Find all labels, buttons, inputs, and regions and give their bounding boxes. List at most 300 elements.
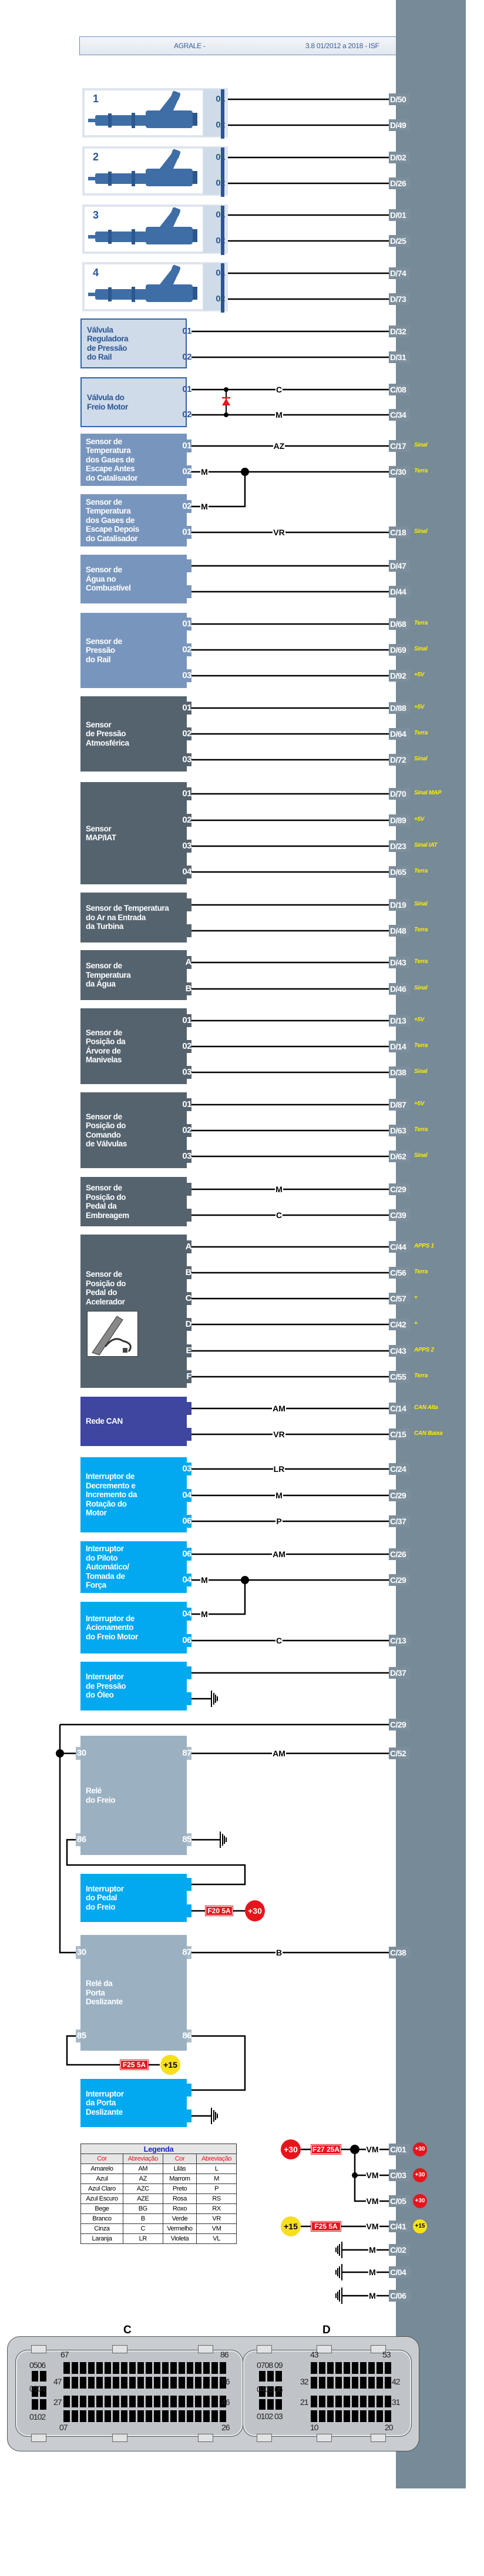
pin-label: 02 [182,410,191,420]
connector-pin [137,2362,144,2374]
legend-row [81,2214,237,2224]
pin-function-label: +5V [414,1101,425,1107]
ground-icon [220,1832,226,1848]
wire-color-label [361,2245,384,2255]
ecu-pin-C-08: C/08 [389,384,410,395]
injector-icon [85,149,203,193]
connector-d-pin-number: 20 [385,2423,393,2432]
connector-pin [121,2362,127,2374]
component-interruptor-de-decremento-e-incremento-da-rotação-do-motor [80,1457,187,1532]
wire-color-text: M [201,467,208,477]
connector-pin [311,2396,317,2407]
legend-cell: Cinza [81,2224,123,2234]
ecu-pin-C-26: C/26 [389,1548,410,1560]
ecu-supply-tag: +15 [413,2219,427,2233]
pin-tab [187,1878,191,1891]
injector-1 [82,88,228,137]
ecu-pin-D-73: D/73 [389,293,410,305]
pin-tab [187,559,191,572]
legend-header: Cor [81,2154,123,2164]
component-title: Relé da Porta Deslizante [86,1979,123,2007]
pin-label: 02 [216,120,225,130]
connector-c-pin-number: 0102 [29,2412,46,2421]
connector-clip [112,2345,127,2353]
connector-pin [319,2396,325,2407]
legend-cell: Rosa [163,2194,197,2204]
connector-pin [377,2362,383,2374]
legend-header: Abreviação [123,2154,163,2164]
connector-pin [88,2377,95,2389]
pin-function-label: Sinal [414,442,428,448]
connector-pin [203,2377,210,2389]
connector-pin [129,2396,136,2407]
legend-cell: Azul [81,2174,123,2184]
wire-color-label [267,1491,291,1500]
connector-pin [368,2377,375,2389]
ecu-pin-C-56: C/56 [389,1267,410,1279]
component-sensor-de-posição-do-pedal-da-embreagem [80,1177,187,1226]
pin-function-label: +5V [414,672,425,678]
pin-label: 03 [182,1464,191,1474]
ecu-pin-D-62: D/62 [389,1151,410,1162]
pin-label: 06 [182,1516,191,1526]
connector-pin [368,2410,375,2422]
component-title: Sensor de Temperatura do Ar na Entrada da Turbina [86,904,169,931]
pin-label: D [185,1319,191,1329]
pin-label: 01 [182,619,191,629]
connector-pin [377,2377,383,2389]
component-title: Interruptor de Pressão do Óleo [86,1672,126,1700]
connector-c-pin-number: 27 [53,2397,62,2407]
pin-label: 04 [182,1575,191,1585]
connector-pin [319,2410,325,2422]
pin-label: 02 [182,352,191,362]
accelerator-pedal-icon [88,1312,137,1356]
legend-cell: B [123,2214,163,2224]
connector-pin [275,2399,282,2410]
legend-header: Cor [163,2154,197,2164]
wire-color-label [193,467,216,477]
ecu-pin-C-17: C/17 [389,440,410,452]
connector-c-pin-number: 86 [220,2350,228,2359]
connector-d-pin-number: 0102 03 [257,2411,283,2421]
connector-pin [72,2377,78,2389]
connector-pin [352,2396,358,2407]
pin-function-label: Sinal [414,1068,428,1075]
pin-function-label: Sinal [414,756,428,762]
connector-pin [187,2377,193,2389]
injector-number: 2 [93,151,99,163]
wire-color-text: M [369,2245,376,2255]
pin-function-label: Terra [414,1269,428,1275]
legend-row [81,2204,237,2214]
connector-pin [352,2362,358,2374]
connector-pin [170,2377,177,2389]
connector-pin [327,2410,334,2422]
pin-tab [187,1666,191,1679]
connector-pin [154,2362,160,2374]
connector-pin [344,2362,350,2374]
pin-label: 01 [182,527,191,537]
legend-cell: M [197,2174,237,2184]
pin-label: B [185,984,191,994]
legend-cell: L [197,2164,237,2174]
connector-pin [187,2396,193,2407]
supply-plus15: +15 [281,2216,301,2236]
legend-cell: Lilás [163,2164,197,2174]
wire-color-label [267,385,291,394]
connector-pin [105,2377,111,2389]
pin-label: F [186,1371,191,1381]
connector-pin [195,2396,201,2407]
connector-pin [154,2410,160,2422]
connector-pin [385,2362,391,2374]
connector-pin [385,2396,391,2407]
connector-c-pin-number: 07 [59,2423,68,2432]
legend-cell: Roxo [163,2204,197,2214]
wire-color-label [267,1636,291,1645]
fuse-f20: F20 5A [206,1906,233,1916]
wire-color-label [267,1749,291,1758]
component-title: Sensor de Temperatura dos Gases de Escape Antes do Catalisador [86,437,138,482]
junction-dot [352,2172,358,2178]
connector-c-pin-number: 67 [60,2350,69,2359]
component-title: Sensor de Posição do Pedal da Embreagem [86,1183,129,1220]
pin-label: 02 [182,815,191,825]
connector-pin [80,2410,86,2422]
injector-icon [85,207,203,251]
pin-label: 02 [182,729,191,739]
pin-label: 02 [216,294,225,304]
connector-d-pin-number: 31 [392,2397,400,2407]
connector-pin [96,2362,103,2374]
component-title: Válvula Reguladora de Pressão do Rail [87,325,129,361]
ecu-pin-D-32: D/32 [389,326,410,337]
ecu-pin-D-87: D/87 [389,1099,410,1111]
connector-pin [137,2410,144,2422]
connector-pin [72,2410,78,2422]
connector-pin [368,2396,375,2407]
connector-pin [96,2396,103,2407]
connector-pin [327,2362,334,2374]
connector-pin [360,2362,367,2374]
pin-label: 04 [182,867,191,877]
component-sensor-de-água-no-combustível [80,555,187,603]
connector-pin [113,2396,119,2407]
pin-label: 30 [77,1748,86,1758]
wire-color-label [361,2171,384,2180]
ground-icon [336,2242,342,2258]
component-title: Sensor de Posição do Comando de Válvulas [86,1112,127,1148]
connector-pin [344,2396,350,2407]
legend-row [81,2164,237,2174]
pin-tab [187,1904,191,1917]
pin-function-label: Terra [414,730,428,736]
injector-icon [85,264,203,309]
component-title: Interruptor do Piloto Automático/ Tomada de Força [86,1544,129,1590]
supply-plus30: +30 [281,2139,301,2159]
ecu-pin-D-31: D/31 [389,351,410,363]
connector-d-pin-number: 53 [382,2350,391,2359]
connector-pin [170,2410,177,2422]
connector-pin [203,2396,210,2407]
pin-function-label: CAN Baixa [414,1430,443,1437]
wire-color-text: M [201,502,208,511]
ecu-pin-D-88: D/88 [389,702,410,714]
connector-pin [88,2410,95,2422]
injector-image [85,207,203,251]
component-title: Sensor de Temperatura dos Gases de Escape Depois do Catalisador [86,497,139,543]
component-title: Interruptor da Porta Deslizante [86,2089,124,2117]
connector-pin [162,2377,169,2389]
pin-function-label: Sinal [414,985,428,991]
ground-icon [211,1690,217,1707]
wire-color-label [361,2145,384,2154]
injector-image [85,149,203,193]
connector-pin [179,2362,185,2374]
legend-cell: VL [197,2234,237,2244]
wire-color-text: M [369,2291,376,2300]
connector-pin [319,2362,325,2374]
wire-color-text: M [275,1185,283,1194]
connector-pin [72,2362,78,2374]
ecu-pin-D-14: D/14 [389,1041,410,1052]
connector-pin [344,2410,350,2422]
connector-pin [63,2362,70,2374]
wire-color-text: B [275,1948,283,1957]
wire-color-text: LR [273,1464,285,1474]
component-interruptor-da-porta-deslizante [80,2079,187,2127]
wire-color-label [267,1404,291,1413]
ecu-pin-C-38: C/38 [389,1947,410,1958]
pin-label: 01 [216,268,225,278]
component-sensor-de-temperatura-da-água [80,950,187,1000]
connector-pin [179,2396,185,2407]
ecu-pin-C-03: C/03 [389,2169,410,2181]
connector-pin [187,2410,193,2422]
ecu-supply-tag: +30 [413,2142,427,2156]
ecu-pin-D-01: D/01 [389,209,410,221]
connector-clip [317,2434,332,2442]
legend-cell: Amarelo [81,2164,123,2174]
component-válvula-do-freio-motor [80,377,187,427]
pin-label: 06 [182,1635,191,1645]
injector-number: 4 [93,267,99,279]
pin-tab [187,2109,191,2122]
wire-color-label [267,1185,291,1194]
pin-function-label: + [414,1294,418,1301]
ecu-pin-C-41: C/41 [389,2221,410,2232]
component-válvula-reguladora-de-pressão-do-rail [80,318,187,368]
connector-pin [137,2396,144,2407]
component-sensor-de-posição-do-pedal-do-acelerador [80,1235,187,1388]
connector-pin [162,2362,169,2374]
legend-title-row [81,2144,237,2154]
wire-color-text: P [276,1517,282,1526]
wire-door-switch [191,2036,245,2090]
ecu-pin-D-63: D/63 [389,1125,410,1136]
injector-image [85,264,203,309]
ecu-pin-D-74: D/74 [389,267,410,279]
pin-label: 01 [182,326,191,336]
connector-d-pin-number: 10 [310,2423,318,2432]
connector-clip [198,2345,213,2353]
wire-color-text: VM [366,2171,379,2180]
ecu-pin-D-70: D/70 [389,788,410,800]
pin-function-label: Terra [414,468,428,474]
ecu-pin-C-13: C/13 [389,1635,410,1646]
connector-pin [72,2396,78,2407]
injector-4 [82,262,228,311]
connector-pin [368,2362,375,2374]
legend-cell: VM [197,2224,237,2234]
ecu-pin-D-72: D/72 [389,754,410,766]
component-sensor-de-temperatura-do-ar-na-entrada-da-turbina [80,893,187,942]
connector-pin [195,2377,201,2389]
connector-pin [335,2362,342,2374]
component-title: Sensor de Pressão do Rail [86,636,122,664]
ecu-pin-D-47: D/47 [389,560,410,572]
connector-pin [319,2377,325,2389]
wire-color-text: AM [273,1404,285,1413]
pin-function-label: Sinal IAT [414,842,438,848]
junction-dot [224,387,228,392]
wire-color-label [361,2268,384,2277]
pin-label: 02 [182,501,191,511]
connector-pin [335,2377,342,2389]
connector-pin [129,2377,136,2389]
pin-label: 86 [182,2031,191,2041]
wire-color-text: C [275,1210,283,1220]
ecu-pin-C-37: C/37 [389,1515,410,1527]
pin-label: 03 [182,670,191,680]
connector-d-pin-number: 42 [392,2377,400,2386]
legend-cell: LR [123,2234,163,2244]
connector-pin [146,2396,152,2407]
ecu-pin-D-68: D/68 [389,618,410,630]
wire-color-text: C [275,385,283,394]
ground-icon [211,2108,217,2124]
component-interruptor-de-pressão-do-óleo [80,1662,187,1710]
ecu-pin-C-14: C/14 [389,1403,410,1414]
pin-label: 01 [182,1099,191,1109]
ecu-pin-D-37: D/37 [389,1667,410,1679]
pin-function-label: Sinal [414,528,428,535]
connector-pin [137,2377,144,2389]
pin-function-label: Sinal [414,1152,428,1159]
wire-color-label [267,1464,291,1474]
legend-cell: AZC [123,2184,163,2194]
connector-pin [121,2396,127,2407]
wire-color-label [267,1430,291,1439]
legend-cell: C [123,2224,163,2234]
legend-row [81,2174,237,2184]
pin-function-label: Terra [414,620,428,626]
wire-color-label [267,1948,291,1957]
legend-header: Abreviação [197,2154,237,2164]
connector-pin [170,2396,177,2407]
component-title: Interruptor de Acionamento do Freio Motor [86,1614,138,1641]
connector-pin [267,2399,274,2410]
component-interruptor-do-piloto-automático-tomada-de-força [80,1541,187,1593]
pin-function-label: Terra [414,927,428,933]
ecu-pin-D-26: D/26 [389,177,410,189]
connector-pin [211,2362,218,2374]
fuse-f25: F25 5A [311,2222,341,2231]
ecu-pin-D-69: D/69 [389,644,410,656]
connector-pin [113,2410,119,2422]
connector-pin [220,2362,226,2374]
connector-pin [80,2362,86,2374]
connector-clip [198,2434,213,2442]
legend-cell: Preto [163,2184,197,2194]
connector-pin [146,2362,152,2374]
ground-icon [336,2287,342,2304]
connector-pin [187,2362,193,2374]
connector-pin [211,2396,218,2407]
connector-pin [220,2410,226,2422]
ecu-supply-tag: +30 [413,2168,427,2182]
injector-image [85,90,203,135]
pin-label: C [185,1293,191,1303]
ecu-pin-D-13: D/13 [389,1015,410,1027]
connector-d-pin-number: 0708 09 [257,2360,283,2370]
pin-label: 87 [182,1947,191,1957]
component-title: Interruptor do Pedal do Freio [86,1884,124,1911]
connector-pin [259,2399,265,2410]
ecu-connector-diagram [7,2336,419,2451]
ecu-pin-C-29: C/29 [389,1719,410,1730]
connector-pin [360,2410,367,2422]
wire-color-label [267,1210,291,1220]
connector-pin [385,2377,391,2389]
component-sensor-de-posição-do-comando-de-válvulas [80,1092,187,1168]
ecu-pin-D-64: D/64 [389,728,410,740]
legend-cell: Laranja [81,2234,123,2244]
wire-color-label [193,1609,216,1619]
pin-label: 06 [182,1549,191,1559]
wire-color-text: C [275,1636,283,1645]
ecu-pin-D-49: D/49 [389,119,410,131]
pin-label: 02 [182,1041,191,1051]
legend-cell: Verde [163,2214,197,2224]
connector-pin [311,2362,317,2374]
connector-pin [360,2377,367,2389]
pin-function-label: +5V [414,1017,425,1023]
ecu-pin-D-25: D/25 [389,235,410,247]
ecu-supply-tag: +30 [413,2194,427,2208]
supply-plus15: +15 [160,2055,180,2075]
connector-pin [40,2371,46,2382]
connector-c-pin-number: 0304 [29,2384,46,2393]
pin-function-label: Terra [414,1042,428,1049]
pin-label: E [186,1346,191,1356]
wire-color-label [361,2222,384,2231]
ecu-pin-D-43: D/43 [389,957,410,968]
component-sensor-de-posição-da-árvore-de-manivelas [80,1008,187,1084]
connector-c-pin-number: 47 [53,2377,62,2386]
component-sensor-de-pressão-atmosférica [80,696,187,772]
wire-color-label [361,2196,384,2206]
connector-pin [211,2377,218,2389]
connector-pin [170,2362,177,2374]
pin-label: 04 [182,1490,191,1500]
component-title: Interruptor de Decremento e Incremento da Rotação do Motor [86,1472,137,1518]
connector-clip [257,2345,272,2353]
connector-pin [311,2377,317,2389]
pin-label: 03 [182,841,191,851]
ecu-pin-C-57: C/57 [389,1293,410,1304]
